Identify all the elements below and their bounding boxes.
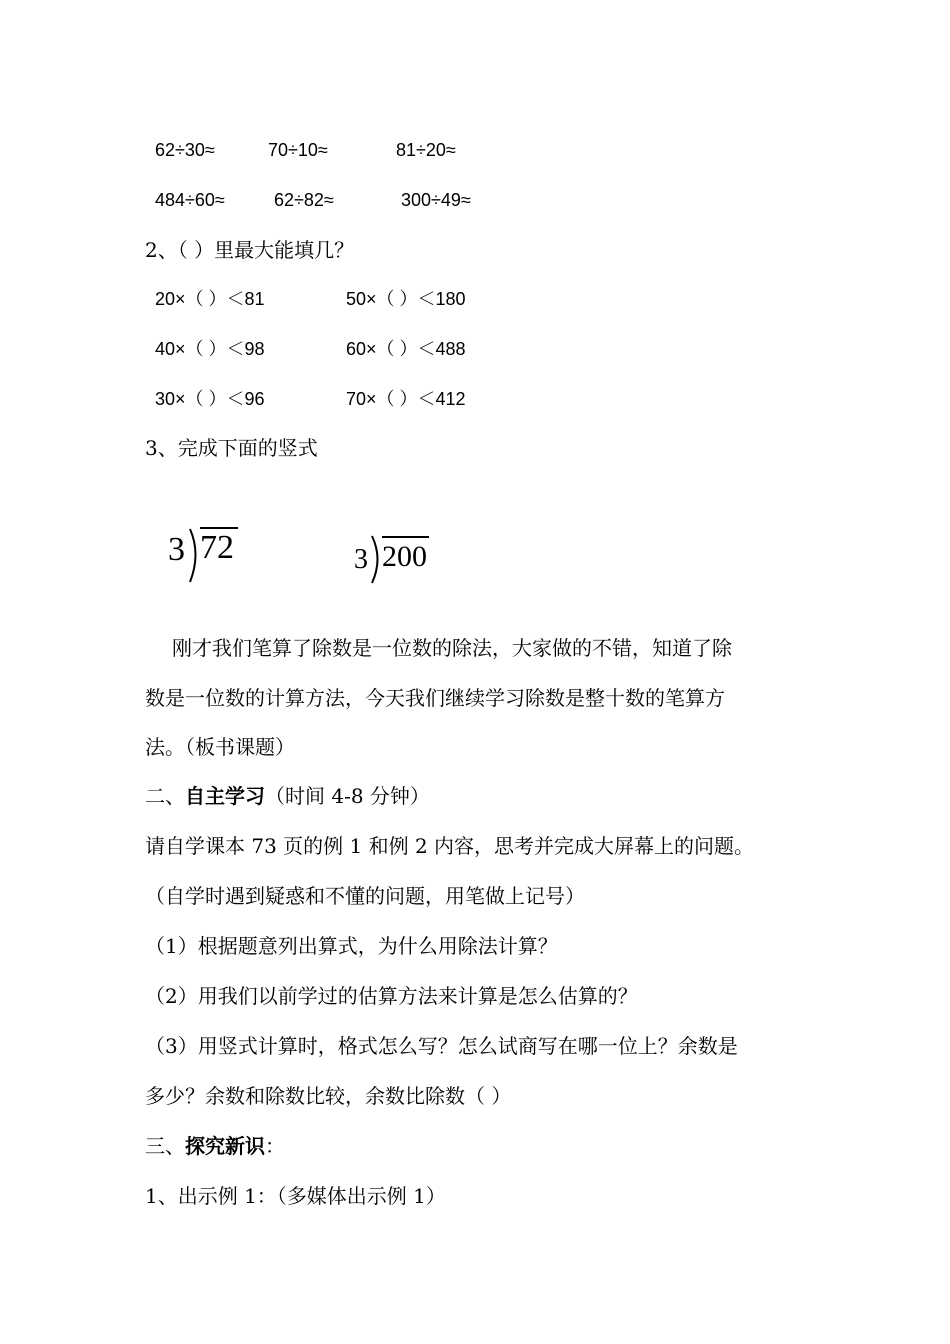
dividend: 200 [382,536,429,576]
inequality-item: 40×（ ）＜98 [155,339,265,359]
divisor: 3 [354,544,368,575]
section3-example: 1、出示例 1：（多媒体出示例 1） [145,1184,446,1208]
section2-line: （1）根据题意列出算式，为什么用除法计算？ [145,934,558,958]
estimation-item: 81÷20≈ [396,140,456,160]
section2-line: 请自学课本 73 页的例 1 和例 2 内容，思考并完成大屏幕上的问题。 [145,834,755,858]
long-division-1 [168,526,258,586]
inequality-item: 20×（ ）＜81 [155,289,265,309]
section2-line: （2）用我们以前学过的估算方法来计算是怎么估算的？ [145,984,638,1008]
inequality-item: 70×（ ）＜412 [346,389,466,409]
section2-line: 多少？余数和除数比较，余数比除数（ ） [145,1084,512,1108]
estimation-item: 62÷30≈ [155,140,215,160]
inequality-item: 30×（ ）＜96 [155,389,265,409]
inequality-item: 60×（ ）＜488 [346,339,466,359]
section3-title: 探究新识 [185,1134,265,1158]
divisor: 3 [168,531,185,568]
section2-prefix: 二、 [145,784,185,808]
section3-prefix: 三、 [145,1134,185,1158]
section2-heading [145,781,430,811]
section2-time: （时间 4-8 分钟） [265,784,430,808]
section2-line: （自学时遇到疑惑和不懂的问题，用笔做上记号） [145,884,585,908]
long-division-2 [354,534,454,586]
intro-line-3: 法。（板书课题） [145,735,295,759]
section2-line: （3）用竖式计算时，格式怎么写？怎么试商写在哪一位上？余数是 [145,1034,738,1058]
estimation-item: 300÷49≈ [401,190,471,210]
q2-title: 2、（ ）里最大能填几？ [145,238,355,262]
section3-heading [145,1131,285,1161]
section3-suffix: ： [265,1134,285,1158]
estimation-item: 484÷60≈ [155,190,225,210]
inequality-item: 50×（ ）＜180 [346,289,466,309]
intro-line-1: 刚才我们笔算了除数是一位数的除法，大家做的不错，知道了除 [172,636,732,660]
dividend: 72 [200,527,238,567]
section2-title: 自主学习 [185,784,265,808]
estimation-item: 70÷10≈ [268,140,328,160]
q3-title: 3、完成下面的竖式 [145,436,318,460]
estimation-item: 62÷82≈ [274,190,334,210]
intro-line-2: 数是一位数的计算方法，今天我们继续学习除数是整十数的笔算方 [145,686,725,710]
